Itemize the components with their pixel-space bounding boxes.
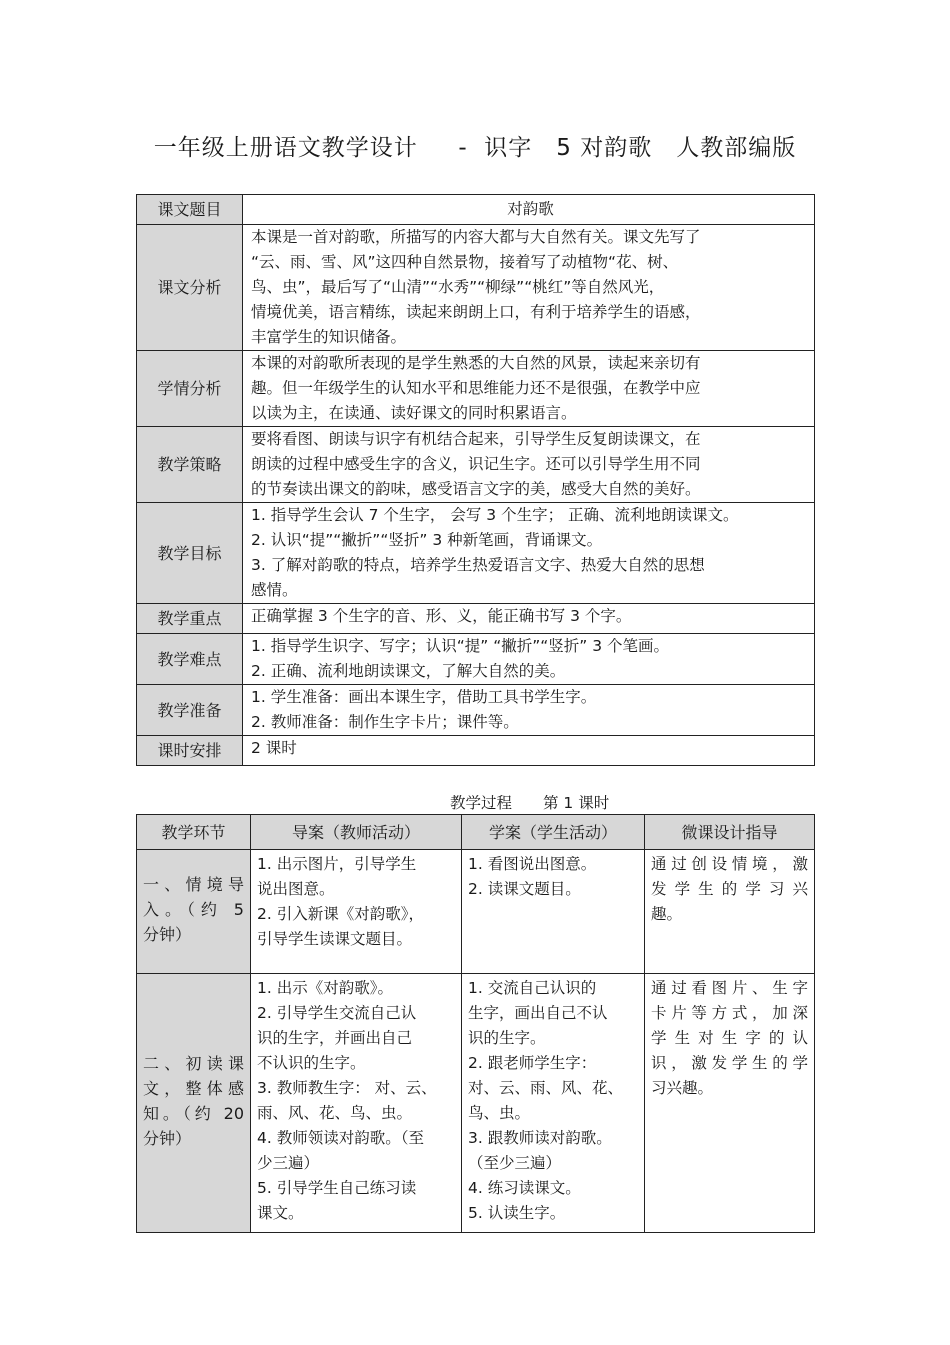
- info-row: [137, 634, 815, 685]
- process-row: [137, 974, 815, 1233]
- teaching-process-table: [136, 814, 815, 1233]
- process-text-line: 趣。: [651, 905, 683, 923]
- info-text-line: 以读为主，在读通、读好课文的同时积累语言。: [251, 404, 577, 422]
- process-text-line: 说出图意。: [257, 880, 335, 898]
- process-header-row: [137, 815, 815, 850]
- process-text-line: 2. 读课文题目。: [468, 880, 581, 898]
- info-row-label: 课时安排: [137, 736, 243, 766]
- process-text-line: 一、情境导: [143, 875, 244, 894]
- process-text-line: 1. 看图说出图意。: [468, 855, 597, 873]
- info-row: [137, 225, 815, 351]
- info-text-line: 3. 了解对韵歌的特点，培养学生热爱语言文字、热爱大自然的思想: [251, 556, 705, 574]
- process-text-line: 雨、风、花、鸟、虫。: [257, 1104, 413, 1122]
- process-text-line: 引导学生读课文题目。: [257, 930, 413, 948]
- process-text-line: 通过创设情境，激: [651, 855, 808, 873]
- info-row-value: [243, 427, 815, 503]
- info-text-line: 正确掌握 3 个生字的音、形、义，能正确书写 3 个字。: [251, 607, 632, 625]
- lesson-info-table: [136, 194, 815, 766]
- process-text-line: 2. 引导学生交流自己认: [257, 1004, 417, 1022]
- process-text-line: 3. 跟教师读对韵歌。: [468, 1129, 612, 1147]
- process-text-line: 2. 跟老师学生字：: [468, 1054, 597, 1072]
- document-title: 一年级上册语文教学设计 - 识字 5 对韵歌 人教部编版: [153, 135, 797, 161]
- info-text-line: 2. 教师准备：制作生字卡片；课件等。: [251, 713, 519, 731]
- process-text-line: 识，激发学生的学: [651, 1054, 808, 1072]
- process-text-line: 卡片等方式，加深: [651, 1004, 808, 1022]
- process-text-line: 5. 认读生字。: [468, 1204, 566, 1222]
- process-text-line: 1. 出示《对韵歌》。: [257, 979, 393, 997]
- info-row: [137, 736, 815, 766]
- info-row-label: 教学准备: [137, 685, 243, 736]
- process-text-line: （至少三遍）: [468, 1154, 562, 1172]
- info-row-value: [243, 736, 815, 766]
- process-text-line: 1. 出示图片，引导学生: [257, 855, 417, 873]
- process-teacher-cell: [251, 974, 462, 1233]
- info-row: [137, 351, 815, 427]
- process-text-line: 入。（约 5: [143, 900, 244, 919]
- process-text-line: 分钟）: [143, 1129, 192, 1148]
- process-text-line: 识的生字。: [468, 1029, 546, 1047]
- info-row: [137, 604, 815, 634]
- process-text-line: 二、初读课: [143, 1054, 244, 1073]
- info-row-value: [243, 195, 815, 225]
- info-text-line: 2 课时: [251, 739, 297, 757]
- info-text-line: 1. 指导学生会认 7 个生字， 会写 3 个生字； 正确、流利地朗读课文。: [251, 506, 739, 524]
- info-text-line: 鸟、虫”，最后写了“山清”“水秀”“柳绿”“桃红”等自然风光，: [251, 278, 665, 296]
- process-text-line: 学 生 对 生 字 的 认: [651, 1029, 808, 1047]
- process-student-cell: [462, 974, 645, 1233]
- process-subtitle: 教学过程 第 1 课时: [450, 794, 610, 812]
- info-row-label: 学情分析: [137, 351, 243, 427]
- info-text-line: 趣。但一年级学生的认知水平和思维能力还不是很强，在教学中应: [251, 379, 701, 397]
- info-text-line: 对韵歌: [507, 200, 554, 218]
- process-text-line: 2. 引入新课《对韵歌》，: [257, 905, 424, 923]
- process-text-line: 习兴趣。: [651, 1079, 714, 1097]
- process-text-line: 1. 交流自己认识的: [468, 979, 597, 997]
- info-row-value: [243, 351, 815, 427]
- header-guide: 微课设计指导: [645, 815, 815, 850]
- info-row: [137, 195, 815, 225]
- info-text-line: 朗读的过程中感受生字的含义，识记生字。还可以引导学生用不同: [251, 455, 701, 473]
- process-row: [137, 850, 815, 974]
- header-teacher: 导案（教师活动）: [251, 815, 462, 850]
- info-row-value: [243, 604, 815, 634]
- process-text-line: 知。（约 20: [143, 1104, 244, 1123]
- info-text-line: 情境优美，语言精练，读起来朗朗上口，有利于培养学生的语感，: [251, 303, 701, 321]
- info-row-value: [243, 503, 815, 604]
- info-text-line: 2. 认识“提”“撇折”“竖折” 3 种新笔画，背诵课文。: [251, 531, 603, 549]
- process-guide-cell: [645, 850, 815, 974]
- info-row: [137, 503, 815, 604]
- info-row-label: 教学策略: [137, 427, 243, 503]
- info-row-label: 课文分析: [137, 225, 243, 351]
- info-text-line: 感情。: [251, 581, 298, 599]
- process-text-line: 课文。: [257, 1204, 304, 1222]
- process-text-line: 识的生字，并画出自己: [257, 1029, 413, 1047]
- process-text-line: 少三遍）: [257, 1154, 320, 1172]
- info-row: [137, 427, 815, 503]
- process-text-line: 4. 教师领读对韵歌。（至: [257, 1129, 424, 1147]
- process-text-line: 分钟）: [143, 925, 192, 944]
- info-text-line: 要将看图、朗读与识字有机结合起来，引导学生反复朗读课文，在: [251, 430, 701, 448]
- info-row-label: 教学重点: [137, 604, 243, 634]
- info-text-line: 本课的对韵歌所表现的是学生熟悉的大自然的风景，读起来亲切有: [251, 354, 701, 372]
- process-text-line: 3. 教师教生字： 对、云、: [257, 1079, 437, 1097]
- info-row-value: [243, 685, 815, 736]
- info-text-line: 1. 学生准备：画出本课生字，借助工具书学生字。: [251, 688, 597, 706]
- info-row-value: [243, 225, 815, 351]
- info-text-line: 的节奏读出课文的韵味，感受语言文字的美，感受大自然的美好。: [251, 480, 701, 498]
- process-student-cell: [462, 850, 645, 974]
- process-text-line: 发 学 生 的 学 习 兴: [651, 880, 808, 898]
- process-text-line: 通过看图片、生字: [651, 979, 808, 997]
- process-text-line: 对、云、雨、风、花、: [468, 1079, 624, 1097]
- process-stage-cell: [137, 974, 251, 1233]
- info-text-line: 本课是一首对韵歌，所描写的内容大都与大自然有关。课文先写了: [251, 228, 701, 246]
- header-student: 学案（学生活动）: [462, 815, 645, 850]
- process-text-line: 不认识的生字。: [257, 1054, 366, 1072]
- process-text-line: 生字，画出自己不认: [468, 1004, 608, 1022]
- info-row-value: [243, 634, 815, 685]
- process-text-line: 文，整体感: [143, 1079, 244, 1098]
- info-text-line: “云、雨、雪、风”这四种自然景物，接着写了动植物“花、树、: [251, 253, 679, 271]
- info-row-label: 课文题目: [137, 195, 243, 225]
- process-text-line: 4. 练习读课文。: [468, 1179, 581, 1197]
- process-stage-cell: [137, 850, 251, 974]
- info-row-label: 教学难点: [137, 634, 243, 685]
- info-text-line: 1. 指导学生识字、写字；认识“提” “撇折”“竖折” 3 个笔画。: [251, 637, 670, 655]
- info-row-label: 教学目标: [137, 503, 243, 604]
- process-text-line: 鸟、虫。: [468, 1104, 531, 1122]
- process-guide-cell: [645, 974, 815, 1233]
- info-text-line: 2. 正确、流利地朗读课文，了解大自然的美。: [251, 662, 566, 680]
- process-teacher-cell: [251, 850, 462, 974]
- info-text-line: 丰富学生的知识储备。: [251, 328, 407, 346]
- process-text-line: 5. 引导学生自己练习读: [257, 1179, 417, 1197]
- info-row: [137, 685, 815, 736]
- header-stage: 教学环节: [137, 815, 251, 850]
